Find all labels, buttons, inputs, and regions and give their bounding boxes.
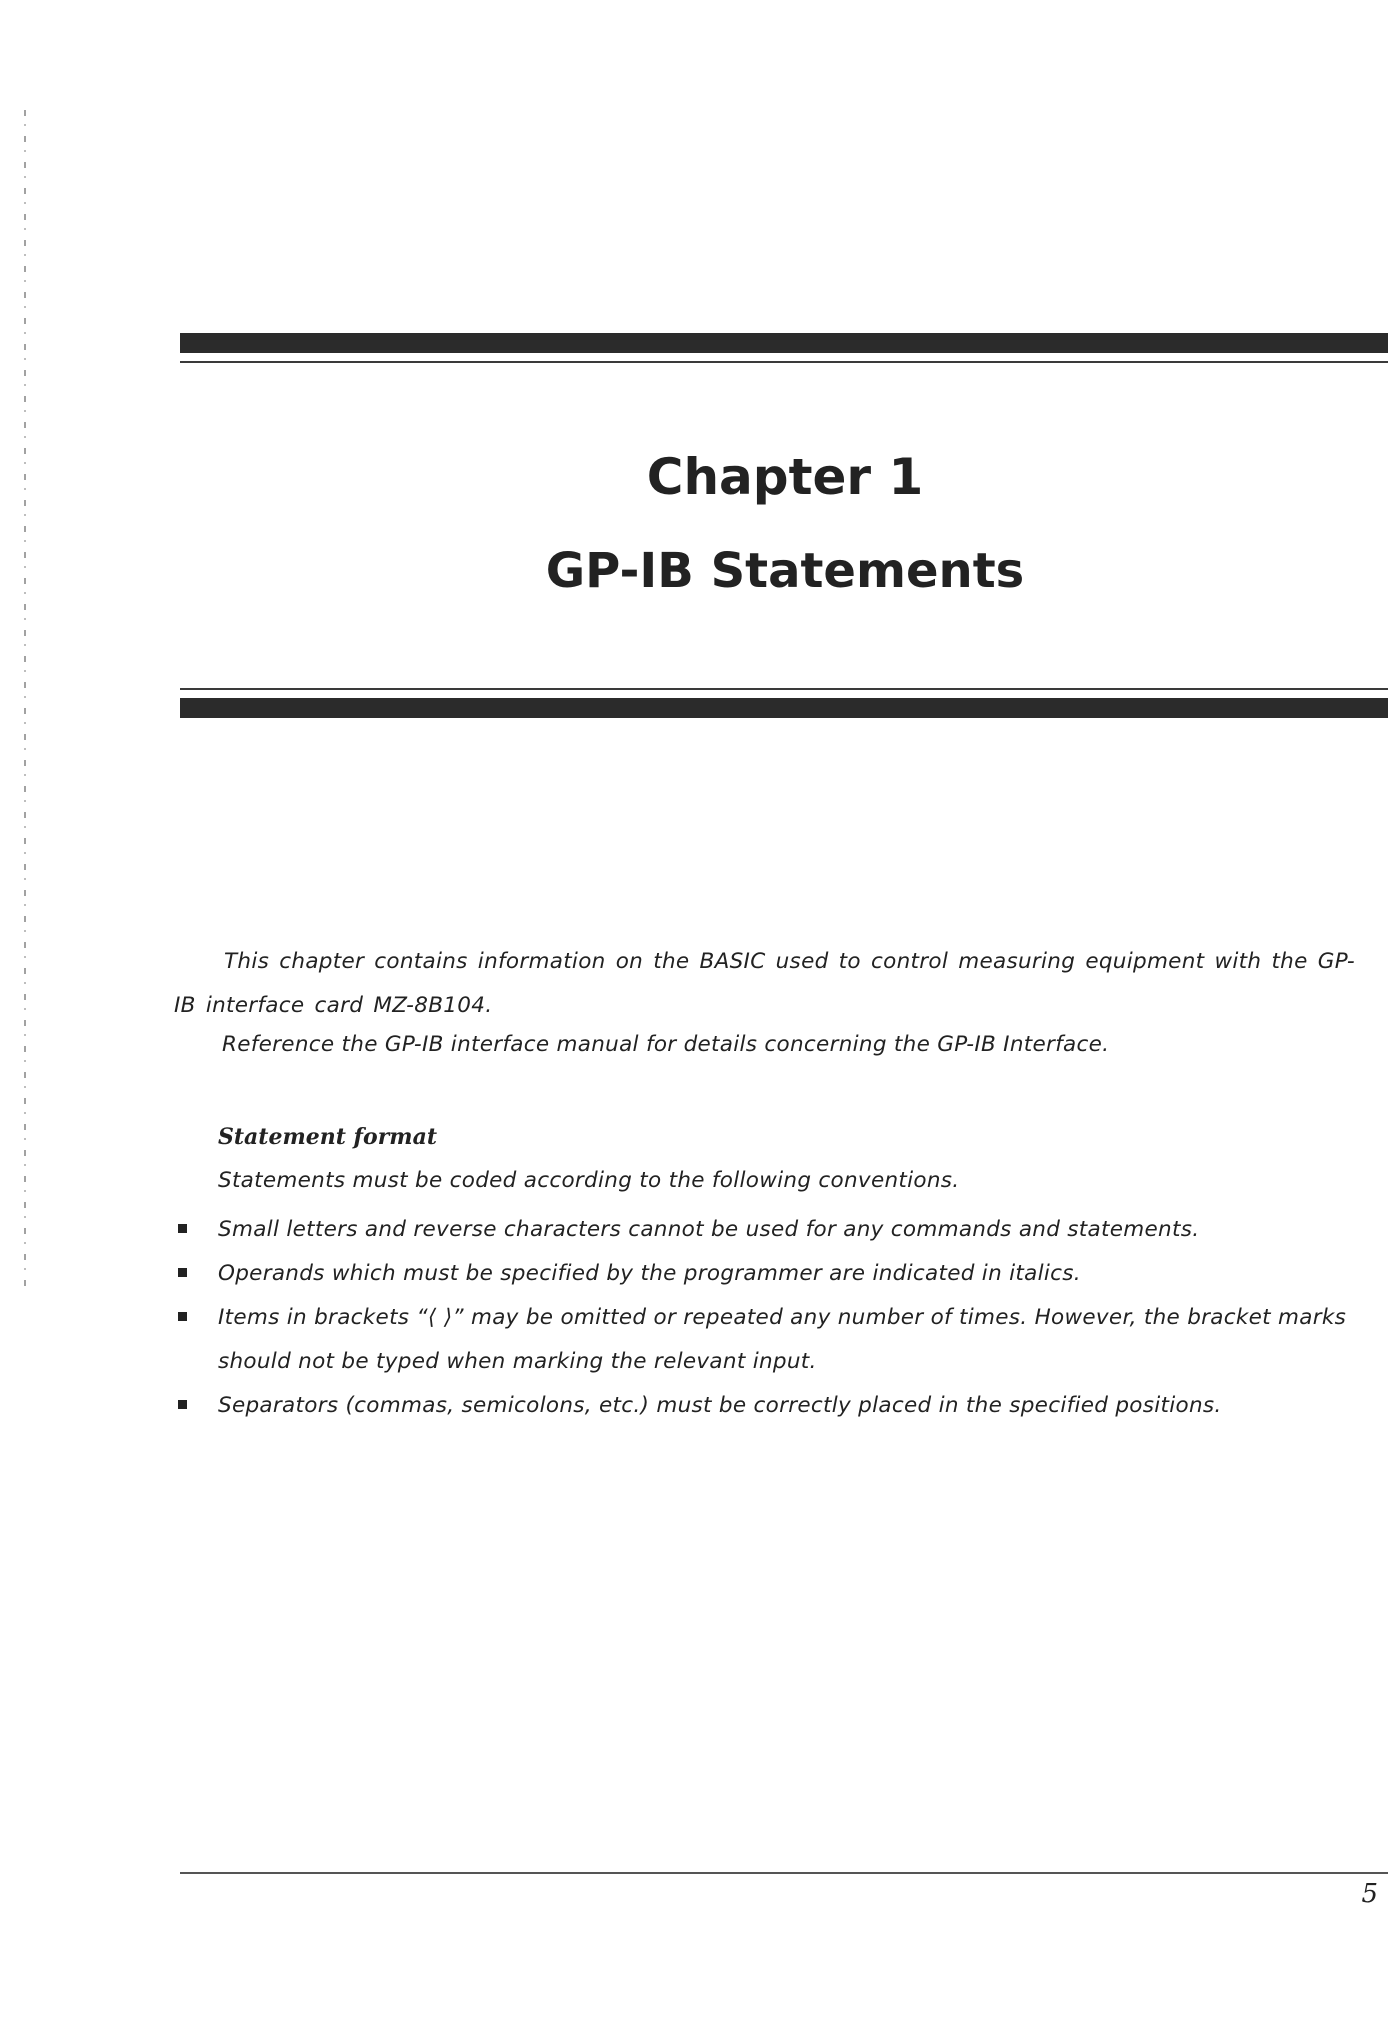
chapter-title: GP-IB Statements (545, 543, 1025, 599)
reference-paragraph: Reference the GP-IB interface manual for details concerning the GP-IB Interface. (222, 1032, 1110, 1057)
statement-format-heading: Statement format (218, 1124, 437, 1150)
divider-thick-rule (180, 698, 1388, 718)
page-number: 5 (1361, 1879, 1378, 1909)
intro-paragraph: This chapter contains information on the BASIC used to control measuring equipment with the GP-IB interface card MZ-8B104. (174, 949, 1355, 1018)
list-item (0, 1252, 1400, 1296)
statement-format-lead: Statements must be coded according to the following conventions. (218, 1168, 960, 1193)
list-item (0, 1384, 1400, 1428)
convention-text: Separators (commas, semicolons, etc.) must be correctly placed in the specified positions. (218, 1393, 1222, 1418)
footer-rule (180, 1872, 1388, 1874)
list-item (0, 1296, 1400, 1384)
bullet-square-icon (178, 1400, 187, 1409)
conventions-list (0, 1208, 1400, 1428)
convention-text: Operands which must be specified by the programmer are indicated in italics. (218, 1261, 1081, 1286)
chapter-label: Chapter 1 (646, 448, 924, 506)
bullet-square-icon (178, 1268, 187, 1277)
divider-thin-rule (180, 688, 1388, 690)
convention-text: Small letters and reverse characters cannot be used for any commands and statements. (218, 1217, 1200, 1242)
bullet-square-icon (178, 1224, 187, 1233)
list-item (0, 1208, 1400, 1252)
header-thin-rule (180, 361, 1388, 363)
bullet-square-icon (178, 1312, 187, 1321)
scan-edge-artifact (24, 110, 26, 1290)
header-thick-rule (180, 333, 1388, 353)
convention-text: Items in brackets “⟨ ⟩” may be omitted or repeated any number of times. However, the bracket marks should not be typed when marking the relevant input. (218, 1305, 1347, 1374)
